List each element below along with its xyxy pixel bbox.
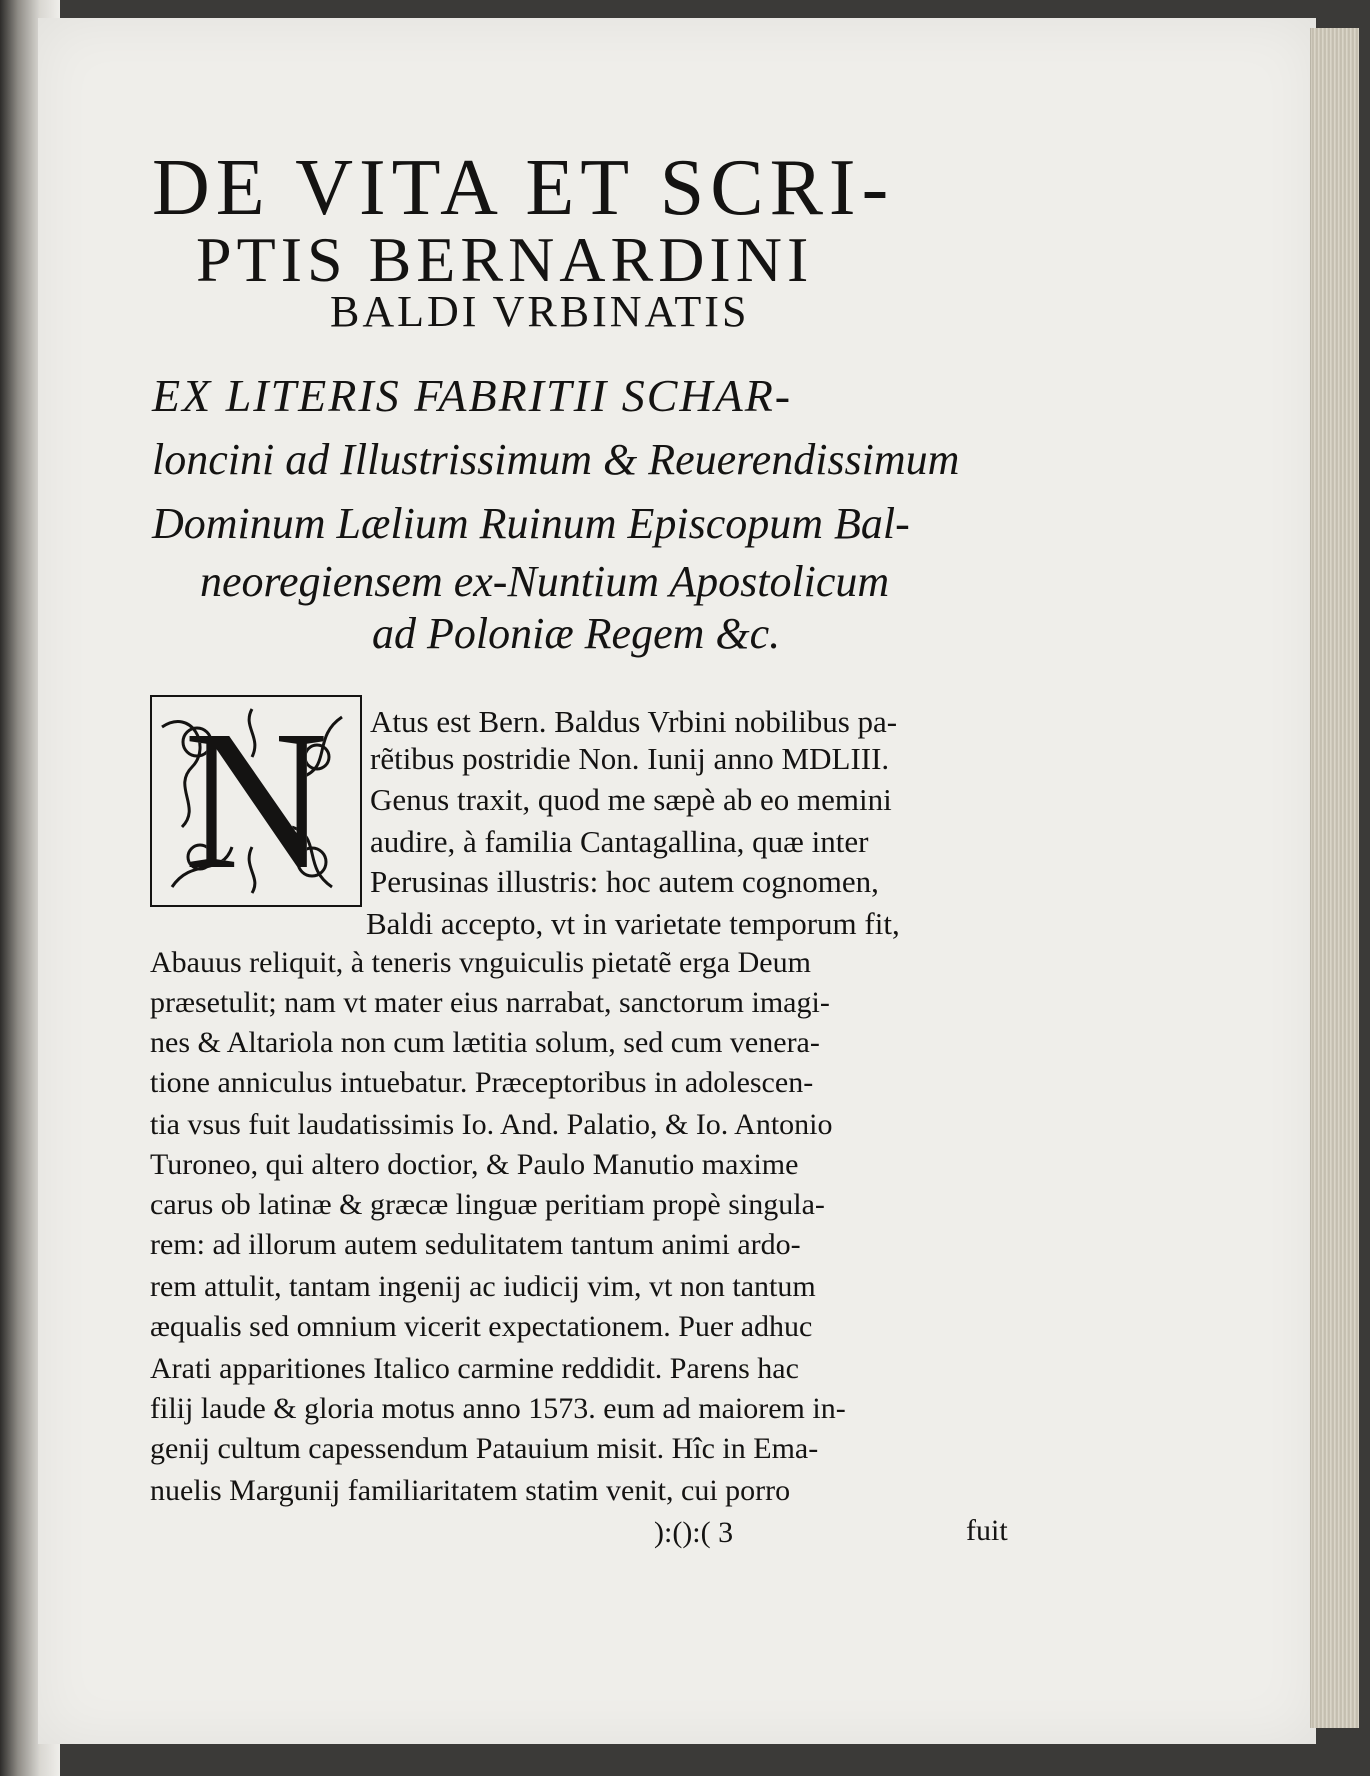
subtitle-line-1: EX LITERIS FABRITII SCHAR- [152, 370, 793, 421]
body-line-4: audire, à familia Cantagallina, quæ inter [370, 824, 869, 859]
body-line-5: Perusinas illustris: hoc autem cognomen, [370, 864, 879, 899]
subtitle-line-4: neoregiensem ex-Nuntium Apostolicum [200, 557, 890, 606]
initial-letter: N [183, 690, 329, 911]
title-line-2: PTIS BERNARDINI [196, 224, 814, 295]
subtitle-line-3: Dominum Lælium Ruinum Episcopum Bal- [152, 499, 910, 548]
body-line-20: nuelis Margunij familiaritatem statim venit, cui porro [150, 1474, 791, 1507]
body-line-7: Abauus reliquit, à teneris vnguiculis pietatẽ erga Deum [150, 946, 811, 979]
body-line-19: genij cultum capessendum Patauium misit. Hîc in Ema- [150, 1432, 819, 1465]
body-line-10: tione anniculus intuebatur. Præceptoribus in adolescen- [150, 1066, 814, 1099]
body-line-6: Baldi accepto, vt in varietate temporum fit, [366, 906, 900, 941]
body-line-3: Genus traxit, quod me sæpè ab eo memini [370, 782, 892, 817]
body-line-16: æqualis sed omnium vicerit expectationem. Puer adhuc [150, 1310, 813, 1343]
body-line-2: rẽtibus postridie Non. Iunij anno MDLIII. [370, 741, 890, 776]
catchword: fuit [966, 1514, 1008, 1547]
body-line-12: Turoneo, qui altero doctior, & Paulo Manutio maxime [150, 1148, 799, 1181]
subtitle-line-5: ad Poloniæ Regem &c. [372, 609, 781, 658]
page-edges [1310, 28, 1359, 1728]
body-line-8: præsetulit; nam vt mater eius narrabat, sanctorum imagi- [150, 986, 830, 1019]
body-line-9: nes & Altariola non cum lætitia solum, sed cum venera- [150, 1026, 820, 1059]
body-line-18: filij laude & gloria motus anno 1573. eum ad maiorem in- [150, 1392, 846, 1425]
title-line-1: DE VITA ET SCRI- [152, 144, 895, 232]
decorated-initial [150, 690, 362, 911]
body-line-13: carus ob latinæ & græcæ linguæ peritiam propè singula- [150, 1188, 825, 1221]
title-line-3: BALDI VRBINATIS [330, 287, 750, 336]
body-line-1: Atus est Bern. Baldus Vrbini nobilibus pa- [370, 704, 898, 739]
signature-mark: ):():( 3 [654, 1516, 734, 1549]
body-line-14: rem: ad illorum autem sedulitatem tantum animi ardo- [150, 1228, 801, 1261]
body-line-15: rem attulit, tantam ingenij ac iudicij vim, vt non tantum [150, 1270, 816, 1303]
subtitle-line-2: loncini ad Illustrissimum & Reuerendissimum [152, 435, 960, 484]
body-line-11: tia vsus fuit laudatissimis Io. And. Palatio, & Io. Antonio [150, 1108, 833, 1141]
body-line-17: Arati apparitiones Italico carmine reddidit. Parens hac [150, 1352, 799, 1385]
